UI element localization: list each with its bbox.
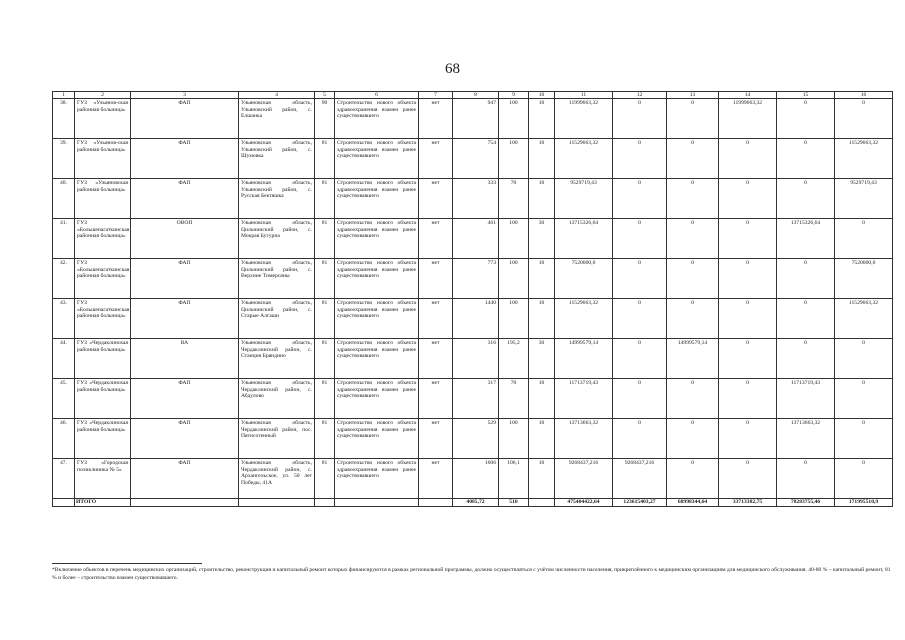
cost-year-5-cell: 11529663,32 bbox=[835, 299, 893, 339]
cost-year-2-cell: 14999579,14 bbox=[667, 339, 719, 379]
cost-year-2-cell: 0 bbox=[667, 299, 719, 339]
column-number: 6 bbox=[335, 92, 419, 99]
location-cell: Ульяновская область, Ульяновский район, с. Елшанка bbox=[239, 99, 315, 139]
cost-year-2-cell: 0 bbox=[667, 379, 719, 419]
cost-year-4-cell: 0 bbox=[777, 139, 835, 179]
wear-percent-cell: 81 bbox=[315, 339, 335, 379]
column-number: 10 bbox=[529, 92, 555, 99]
population-cell: 754 bbox=[453, 139, 499, 179]
wear-percent-cell: 81 bbox=[315, 219, 335, 259]
total-cost-cell: 13713663,32 bbox=[555, 419, 613, 459]
column-number: 16 bbox=[835, 92, 893, 99]
capacity-cell: 30 bbox=[529, 219, 555, 259]
area-cell: 100 bbox=[499, 299, 529, 339]
work-type-cell: Строительство нового объекта здравоохранения взамен ранее существовавшего bbox=[335, 179, 419, 219]
population-cell: 316 bbox=[453, 339, 499, 379]
cost-year-1-cell: 0 bbox=[613, 379, 667, 419]
capacity-cell: 10 bbox=[529, 459, 555, 499]
column-number-header bbox=[53, 92, 893, 99]
location-cell: Ульяновская область, Чердаклинский район, с. Станция Бряндино bbox=[239, 339, 315, 379]
column-number: 8 bbox=[453, 92, 499, 99]
population-cell: 947 bbox=[453, 99, 499, 139]
area-cell: 100 bbox=[499, 419, 529, 459]
cost-year-2-cell: 0 bbox=[667, 259, 719, 299]
total-cost-cell: 9268437,216 bbox=[555, 459, 613, 499]
location-cell: Ульяновская область, Ульяновский район, с. Шумовка bbox=[239, 139, 315, 179]
cost-year-3-cell: 0 bbox=[719, 179, 777, 219]
table-row bbox=[53, 299, 893, 339]
column-number: 1 bbox=[53, 92, 75, 99]
land-plot-cell: нет bbox=[419, 259, 453, 299]
wear-percent-cell: 81 bbox=[315, 139, 335, 179]
table-row bbox=[53, 339, 893, 379]
facility-type-cell: ФАП bbox=[131, 379, 239, 419]
total-cost-cell: 11713719,43 bbox=[555, 379, 613, 419]
wear-percent-cell: 81 bbox=[315, 419, 335, 459]
total-row bbox=[53, 499, 893, 507]
row-number-cell: 42. bbox=[53, 259, 75, 299]
cost-year-4-cell: 0 bbox=[777, 339, 835, 379]
cost-year-3-cell: 0 bbox=[719, 459, 777, 499]
cost-year-2-cell: 0 bbox=[667, 99, 719, 139]
organization-name-cell: ГУЗ «Большенагаткинская районная больница» bbox=[75, 219, 131, 259]
land-plot-cell: нет bbox=[419, 379, 453, 419]
column-number: 4 bbox=[239, 92, 315, 99]
cost-year-4-cell: 0 bbox=[777, 99, 835, 139]
land-plot-cell: нет bbox=[419, 339, 453, 379]
facility-type-cell: ФАП bbox=[131, 299, 239, 339]
land-plot-cell: нет bbox=[419, 179, 453, 219]
location-cell: Ульяновская область, Чердаклинский район, с. Архангельское, ул. 50 лет Победы, 41А bbox=[239, 459, 315, 499]
cost-year-5-cell: 0 bbox=[835, 339, 893, 379]
total-value: 123615403,27 bbox=[613, 499, 667, 507]
population-cell: 529 bbox=[453, 419, 499, 459]
cost-year-3-cell: 0 bbox=[719, 139, 777, 179]
cost-year-3-cell: 0 bbox=[719, 299, 777, 339]
capacity-cell: 30 bbox=[529, 339, 555, 379]
cost-year-4-cell: 0 bbox=[777, 459, 835, 499]
organization-name-cell: ГУЗ «Чердаклинская районная больница» bbox=[75, 339, 131, 379]
row-number-cell: 45. bbox=[53, 379, 75, 419]
facility-type-cell: ФАП bbox=[131, 259, 239, 299]
cost-year-4-cell: 0 bbox=[777, 259, 835, 299]
cost-year-4-cell: 13715326,64 bbox=[777, 219, 835, 259]
row-number-cell: 44. bbox=[53, 339, 75, 379]
total-value: 68998344,64 bbox=[667, 499, 719, 507]
table-row bbox=[53, 459, 893, 499]
cost-year-1-cell: 0 bbox=[613, 419, 667, 459]
cost-year-5-cell: 11529663,32 bbox=[835, 139, 893, 179]
cost-year-2-cell: 0 bbox=[667, 179, 719, 219]
cost-year-4-cell: 11713719,43 bbox=[777, 379, 835, 419]
area-cell: 70 bbox=[499, 379, 529, 419]
capacity-cell: 10 bbox=[529, 99, 555, 139]
column-number: 3 bbox=[131, 92, 239, 99]
facility-type-cell: ФАП bbox=[131, 419, 239, 459]
row-number-cell: 39. bbox=[53, 139, 75, 179]
page-number: 68 bbox=[445, 61, 460, 77]
cost-year-5-cell: 0 bbox=[835, 459, 893, 499]
cost-year-3-cell: 0 bbox=[719, 419, 777, 459]
population-cell: 1606 bbox=[453, 459, 499, 499]
work-type-cell: Строительство нового объекта здравоохранения взамен ранее существовавшего bbox=[335, 339, 419, 379]
cost-year-4-cell: 0 bbox=[777, 179, 835, 219]
capacity-cell: 10 bbox=[529, 419, 555, 459]
organization-name-cell: ГУЗ «Ульянов-ская районная больница» bbox=[75, 99, 131, 139]
cost-year-3-cell: 11999663,32 bbox=[719, 99, 777, 139]
population-cell: 333 bbox=[453, 179, 499, 219]
column-number: 12 bbox=[613, 92, 667, 99]
work-type-cell: Строительство нового объекта здравоохранения взамен ранее существовавшего bbox=[335, 459, 419, 499]
work-type-cell: Строительство нового объекта здравоохранения взамен ранее существовавшего bbox=[335, 299, 419, 339]
table-body bbox=[53, 99, 893, 499]
total-value: 171995510,9 bbox=[835, 499, 893, 507]
cost-year-4-cell: 0 bbox=[777, 299, 835, 339]
total-cost-cell: 11529663,32 bbox=[555, 139, 613, 179]
table-row bbox=[53, 379, 893, 419]
table-row bbox=[53, 219, 893, 259]
cost-year-3-cell: 0 bbox=[719, 259, 777, 299]
location-cell: Ульяновская область, Чердаклинский район, с. Абдулово bbox=[239, 379, 315, 419]
total-label: ИТОГО bbox=[75, 499, 131, 507]
area-cell: 100 bbox=[499, 259, 529, 299]
capacity-cell: 10 bbox=[529, 299, 555, 339]
row-number-cell: 40. bbox=[53, 179, 75, 219]
wear-percent-cell: 81 bbox=[315, 379, 335, 419]
table-row bbox=[53, 139, 893, 179]
wear-percent-cell: 81 bbox=[315, 459, 335, 499]
capacity-cell: 10 bbox=[529, 259, 555, 299]
total-cost-cell: 9529719,43 bbox=[555, 179, 613, 219]
organization-name-cell: ГУЗ «Большенагаткинская районная больница» bbox=[75, 259, 131, 299]
total-value: 510 bbox=[499, 499, 529, 507]
population-cell: 461 bbox=[453, 219, 499, 259]
capacity-cell: 10 bbox=[529, 379, 555, 419]
work-type-cell: Строительство нового объекта здравоохранения взамен ранее существовавшего bbox=[335, 99, 419, 139]
cost-year-2-cell: 0 bbox=[667, 219, 719, 259]
area-cell: 100 bbox=[499, 219, 529, 259]
cost-year-5-cell: 0 bbox=[835, 99, 893, 139]
cost-year-1-cell: 0 bbox=[613, 139, 667, 179]
facility-type-cell: ФАП bbox=[131, 179, 239, 219]
total-cost-cell: 14999579,14 bbox=[555, 339, 613, 379]
organization-name-cell: ГУЗ «Чердаклинская районная больница» bbox=[75, 379, 131, 419]
column-number: 13 bbox=[667, 92, 719, 99]
capacity-cell: 10 bbox=[529, 179, 555, 219]
cost-year-1-cell: 0 bbox=[613, 299, 667, 339]
area-cell: 100 bbox=[499, 99, 529, 139]
organization-name-cell: ГУЗ «Ульянов-ская районная больница» bbox=[75, 139, 131, 179]
column-number: 2 bbox=[75, 92, 131, 99]
table-row bbox=[53, 99, 893, 139]
organization-name-cell: ГУЗ «Чердаклинская районная больница» bbox=[75, 419, 131, 459]
area-cell: 106,1 bbox=[499, 459, 529, 499]
cost-year-2-cell: 0 bbox=[667, 139, 719, 179]
row-number-cell: 43. bbox=[53, 299, 75, 339]
wear-percent-cell: 81 bbox=[315, 299, 335, 339]
column-number: 14 bbox=[719, 92, 777, 99]
cost-year-1-cell: 0 bbox=[613, 259, 667, 299]
wear-percent-cell: 81 bbox=[315, 259, 335, 299]
cost-year-4-cell: 13713663,32 bbox=[777, 419, 835, 459]
total-cost-cell: 13715326,64 bbox=[555, 219, 613, 259]
cost-year-1-cell: 9268437,216 bbox=[613, 459, 667, 499]
cost-year-3-cell: 0 bbox=[719, 219, 777, 259]
total-value: 475404422,64 bbox=[555, 499, 613, 507]
facility-type-cell: ОВОП bbox=[131, 219, 239, 259]
table-row bbox=[53, 179, 893, 219]
cost-year-5-cell: 0 bbox=[835, 219, 893, 259]
cost-year-5-cell: 9529719,43 bbox=[835, 179, 893, 219]
total-cost-cell: 11529663,32 bbox=[555, 299, 613, 339]
column-number: 11 bbox=[555, 92, 613, 99]
cost-year-1-cell: 0 bbox=[613, 99, 667, 139]
row-number-cell: 41. bbox=[53, 219, 75, 259]
column-number: 7 bbox=[419, 92, 453, 99]
area-cell: 195,2 bbox=[499, 339, 529, 379]
cost-year-1-cell: 0 bbox=[613, 179, 667, 219]
work-type-cell: Строительство нового объекта здравоохранения взамен ранее существовавшего bbox=[335, 379, 419, 419]
cost-year-2-cell: 0 bbox=[667, 419, 719, 459]
organization-name-cell: ГУЗ «Городская поликлиника № 5» bbox=[75, 459, 131, 499]
row-number-cell: 38. bbox=[53, 99, 75, 139]
footnote-separator bbox=[52, 563, 202, 564]
wear-percent-cell: 81 bbox=[315, 179, 335, 219]
land-plot-cell: нет bbox=[419, 139, 453, 179]
column-number: 15 bbox=[777, 92, 835, 99]
area-cell: 70 bbox=[499, 179, 529, 219]
table-row bbox=[53, 259, 893, 299]
cost-year-1-cell: 0 bbox=[613, 219, 667, 259]
footnote: *Включение объектов в перечень медицинских организаций, строительство, реконструкция и капитальный ремонт которых финансируются в рамках региональной программы, должно осуществляться с учётом численности населения, прикреплённого к медицинским организациям для медицинского обслуживания. 40-80 % – капитальный ремонт, 81 % и более – строительство взамен существовавшего. bbox=[52, 567, 891, 581]
land-plot-cell: нет bbox=[419, 419, 453, 459]
land-plot-cell: нет bbox=[419, 99, 453, 139]
work-type-cell: Строительство нового объекта здравоохранения взамен ранее существовавшего bbox=[335, 219, 419, 259]
facility-type-cell: ВА bbox=[131, 339, 239, 379]
land-plot-cell: нет bbox=[419, 459, 453, 499]
location-cell: Ульяновская область, Цильнинский район, с. Верхние Тимерсяны bbox=[239, 259, 315, 299]
cost-year-3-cell: 0 bbox=[719, 339, 777, 379]
population-cell: 1440 bbox=[453, 299, 499, 339]
population-cell: 773 bbox=[453, 259, 499, 299]
cost-year-2-cell: 0 bbox=[667, 459, 719, 499]
facility-type-cell: ФАП bbox=[131, 99, 239, 139]
cost-year-5-cell: 0 bbox=[835, 379, 893, 419]
cost-year-5-cell: 7520000,0 bbox=[835, 259, 893, 299]
work-type-cell: Строительство нового объекта здравоохранения взамен ранее существовавшего bbox=[335, 259, 419, 299]
organization-name-cell: ГУЗ «Ульяновская районная больница» bbox=[75, 179, 131, 219]
total-value: 33713382,75 bbox=[719, 499, 777, 507]
land-plot-cell: нет bbox=[419, 219, 453, 259]
table-row bbox=[53, 419, 893, 459]
total-cost-cell: 11999663,32 bbox=[555, 99, 613, 139]
cost-year-1-cell: 0 bbox=[613, 339, 667, 379]
row-number-cell: 47. bbox=[53, 459, 75, 499]
cost-year-3-cell: 0 bbox=[719, 379, 777, 419]
location-cell: Ульяновская область, Цильнинский район, с. Мокрая Бугурна bbox=[239, 219, 315, 259]
total-diagonal-cell bbox=[53, 499, 75, 507]
objects-table bbox=[52, 91, 893, 507]
capacity-cell: 10 bbox=[529, 139, 555, 179]
row-number-cell: 46. bbox=[53, 419, 75, 459]
total-value: 4085,72 bbox=[453, 499, 499, 507]
organization-name-cell: ГУЗ «Большенагаткинская районная больница» bbox=[75, 299, 131, 339]
land-plot-cell: нет bbox=[419, 299, 453, 339]
total-cost-cell: 7520000,0 bbox=[555, 259, 613, 299]
population-cell: 317 bbox=[453, 379, 499, 419]
work-type-cell: Строительство нового объекта здравоохранения взамен ранее существовавшего bbox=[335, 419, 419, 459]
wear-percent-cell: 90 bbox=[315, 99, 335, 139]
location-cell: Ульяновская область, Чердаклинский район, пос. Пятисотенный bbox=[239, 419, 315, 459]
column-number: 5 bbox=[315, 92, 335, 99]
location-cell: Ульяновская область, Цильнинский район, с. Старые Алгаши bbox=[239, 299, 315, 339]
total-value: 78283755,46 bbox=[777, 499, 835, 507]
work-type-cell: Строительство нового объекта здравоохранения взамен ранее существовавшего bbox=[335, 139, 419, 179]
facility-type-cell: ФАП bbox=[131, 459, 239, 499]
column-number: 9 bbox=[499, 92, 529, 99]
facility-type-cell: ФАП bbox=[131, 139, 239, 179]
location-cell: Ульяновская область, Ульяновский район, с. Русская Бектяшка bbox=[239, 179, 315, 219]
cost-year-5-cell: 0 bbox=[835, 419, 893, 459]
area-cell: 100 bbox=[499, 139, 529, 179]
